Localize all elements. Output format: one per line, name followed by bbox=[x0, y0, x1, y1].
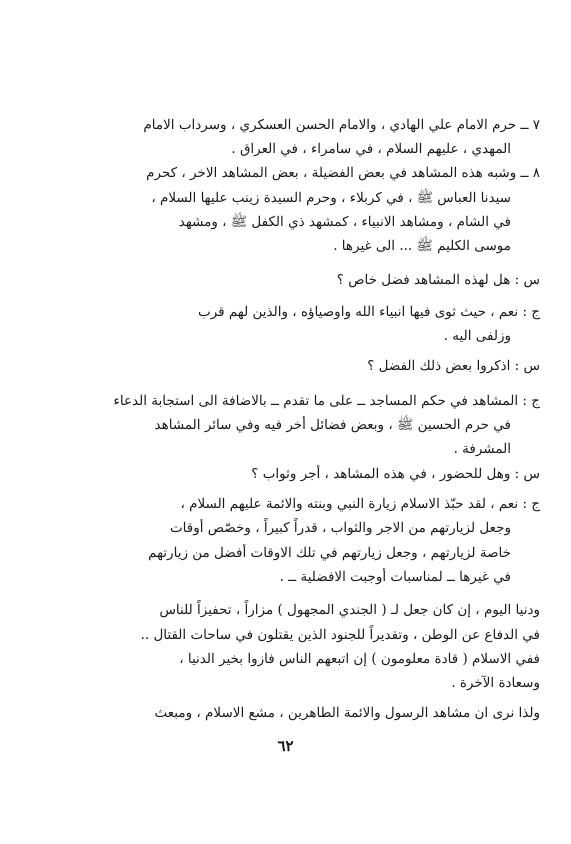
paragraph-line-1: ودنيا اليوم ، إن كان جعل لـ ( الجندي المجهول ) مزاراً ، تحفيزاً للناس bbox=[159, 602, 540, 618]
answer-line-6: ج : نعم ، لقد حبّذ الاسلام زيارة النبي وبنته والائمة عليهم السلام ، bbox=[180, 496, 540, 512]
text-line-5: في الشام ، ومشاهد الانبياء ، كمشهد ذي الكفل ﷺ ، ومشهد bbox=[178, 214, 511, 230]
answer-line-3: ج : المشاهد في حكم المساجد ــ على ما تقدم ــ بالاضافة الى استجابة الدعاء bbox=[113, 393, 540, 409]
text-line-1: ٧ ــ حرم الامام علي الهادي ، والامام الحسن العسكري ، وسرداب الامام bbox=[143, 117, 540, 133]
answer-line-8: خاصة لزيارتهم ، وجعل زيارتهم في تلك الاوقات أفضل من زيارتهم bbox=[148, 545, 511, 561]
question-line-1: س : هل لهذه المشاهد فضل خاص ؟ bbox=[336, 272, 540, 288]
paragraph-line-4: وسعادة الآخرة . bbox=[451, 675, 540, 691]
answer-line-5: المشرفة . bbox=[453, 441, 511, 457]
answer-line-4: في حرم الحسين ﷺ ، وبعض فضائل أخر فيه وفي سائر المشاهد bbox=[154, 417, 511, 433]
question-line-3: س : وهل للحضور ، في هذه المشاهد ، أجر وثواب ؟ bbox=[251, 466, 540, 482]
answer-line-1: ج : نعم ، حيث ثوى فيها انبياء الله واوصياؤه ، والذين لهم قرب bbox=[197, 304, 540, 320]
text-line-2: المهدي ، عليهم السلام ، في سامراء ، في العراق . bbox=[231, 141, 511, 157]
text-line-4: سيدنا العباس ﷺ ، في كربلاء ، وحرم السيدة زينب عليها السلام ، bbox=[151, 190, 511, 206]
text-line-3: ٨ ــ وشبه هذه المشاهد في بعض الفضيلة ، بعض المشاهد الاخر ، كحرم bbox=[146, 165, 540, 181]
text-line-6: موسى الكليم ﷺ ... الى غيرها . bbox=[333, 238, 511, 254]
paragraph-line-3: ففي الاسلام ( قادة معلومون ) إن اتبعهم الناس فازوا بخير الدنيا ، bbox=[179, 651, 540, 667]
answer-line-2: وزلفى اليه . bbox=[443, 328, 511, 344]
answer-line-9: في غيرها ــ لمناسبات أوجبت الافضلية ــ . bbox=[279, 569, 511, 585]
paragraph-line-2: في الدفاع عن الوطن ، وتقديراً للجنود الذين يقتلون في ساحات القتال .. bbox=[140, 627, 540, 643]
page-number: ٦٢ bbox=[277, 737, 294, 755]
question-line-2: س : اذكروا بعض ذلك الفضل ؟ bbox=[367, 358, 540, 374]
answer-line-7: وجعل لزيارتهم من الاجر والثواب ، قدراً كبيراً ، وخصّص أوقات bbox=[169, 520, 511, 536]
paragraph-line-5: ولذا نرى ان مشاهد الرسول والائمة الطاهرين ، مشع الاسلام ، ومبعث bbox=[154, 705, 540, 721]
